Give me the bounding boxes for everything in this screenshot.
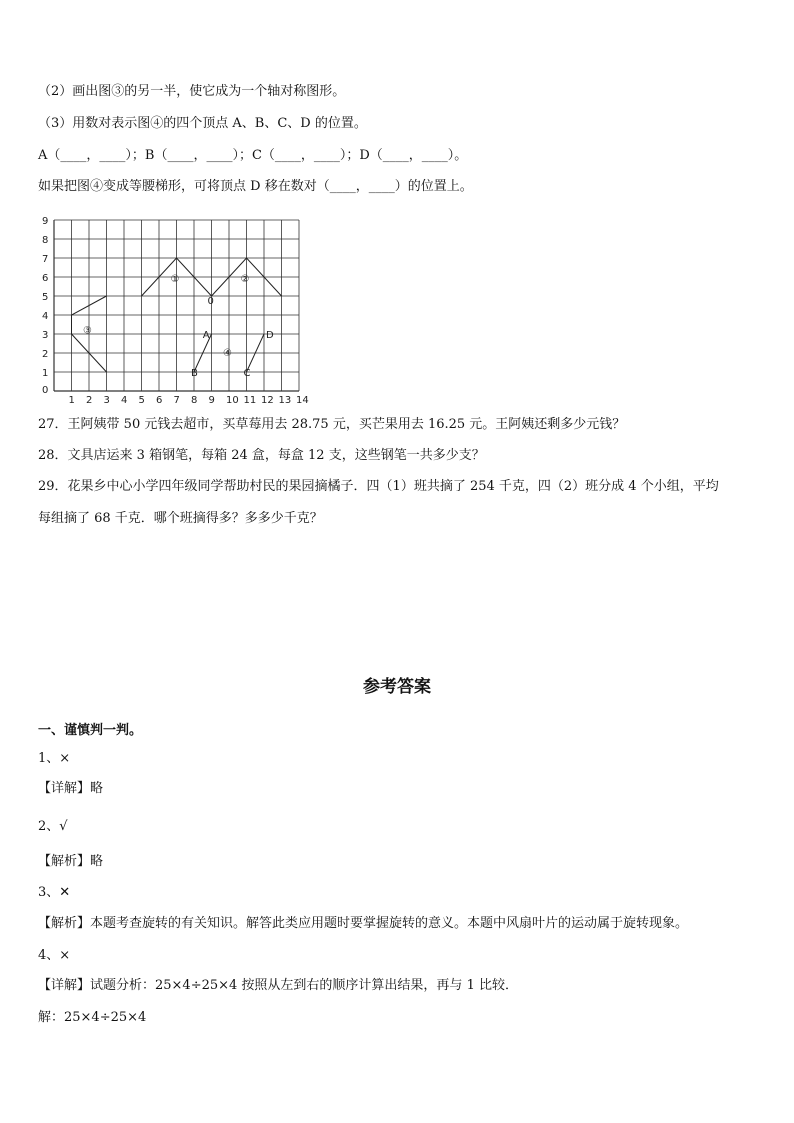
figure-2-label: ② [240, 274, 250, 285]
y-tick-label: 2 [42, 349, 49, 360]
question-3-part: （3）用数对表示图④的四个顶点 A、B、C、D 的位置。 [38, 116, 367, 131]
answer-1-detail: 【详解】略 [38, 781, 104, 796]
answer-4-detail: 【详解】试题分析：25×4÷25×4 按照从左到右的顺序计算出结果，再与 1 比较． [38, 978, 518, 993]
answer-2-detail: 【解析】略 [38, 854, 104, 869]
x-tick-label: 1 [68, 395, 75, 406]
vertex-d-label: D [266, 330, 274, 341]
x-tick-label: 3 [103, 395, 110, 406]
grid-ticks [42, 216, 309, 406]
figure-3-label: ③ [83, 325, 92, 337]
x-tick-label: 4 [121, 395, 128, 406]
grid-labels [83, 274, 274, 379]
x-tick-label: 6 [156, 395, 163, 406]
vertex-b-label: B [191, 368, 198, 379]
x-tick-label: 0 [42, 385, 49, 396]
y-tick-label: 9 [42, 216, 49, 227]
x-tick-label: 8 [191, 395, 198, 406]
grid-lines [54, 220, 299, 391]
rotation-center-label: 0 [207, 296, 214, 307]
x-tick-label: 10 [226, 395, 239, 406]
y-tick-label: 5 [42, 292, 49, 303]
x-tick-label: 5 [138, 395, 145, 406]
answers-section: 一、谨慎判一判。 [38, 723, 143, 738]
y-tick-label: 7 [42, 254, 49, 265]
answers-title: 参考答案 [363, 677, 431, 697]
question-2-part: （2）画出图③的另一半，使它成为一个轴对称图形。 [38, 84, 346, 99]
x-tick-label: 12 [261, 395, 274, 406]
figure-4-label: ④ [223, 348, 232, 360]
x-tick-label: 7 [173, 395, 180, 406]
answer-2: 2、√ [38, 819, 68, 834]
y-tick-label: 3 [42, 330, 49, 341]
coordinate-grid [36, 204, 309, 406]
x-tick-label: 14 [296, 395, 309, 406]
y-tick-label: 1 [42, 368, 49, 379]
question-29-cont: 每组摘了 68 千克．哪个班摘得多？多多少千克？ [38, 511, 323, 526]
answer-4-solution: 解：25×4÷25×4 [38, 1010, 147, 1025]
x-tick-label: 11 [243, 395, 257, 406]
answer-1: 1、× [38, 751, 71, 766]
answer-3-detail: 【解析】本题考查旋转的有关知识。解答此类应用题时要掌握旋转的意义。本题中风扇叶片的运动属于旋转现象。 [38, 916, 689, 931]
x-tick-label: 9 [208, 395, 215, 406]
y-tick-label: 8 [42, 235, 49, 246]
answer-3: 3、✕ [38, 885, 71, 900]
y-tick-label: 6 [42, 273, 49, 284]
question-4-part: 如果把图④变成等腰梯形，可将顶点 D 移在数对（____，____）的位置上。 [38, 179, 473, 194]
vertex-a-label: A [202, 330, 210, 341]
y-tick-label: 4 [42, 311, 49, 322]
vertex-c-label: C [243, 368, 251, 379]
x-tick-label: 13 [278, 395, 292, 406]
question-28: 28．文具店运来 3 箱钢笔，每箱 24 盒，每盒 12 支，这些钢笔一共多少支？ [38, 448, 485, 463]
x-tick-label: 2 [86, 395, 93, 406]
question-29: 29．花果乡中心小学四年级同学帮助村民的果园摘橘子．四（1）班共摘了 254 千克，四（2）班分成 4 个小组，平均 [38, 479, 719, 494]
question-3-blanks: A（____，____）；B（____，____）；C（____，____）；D（____，____）。 [38, 148, 468, 163]
answer-4: 4、× [38, 948, 71, 963]
question-27: 27．王阿姨带 50 元钱去超市，买草莓用去 28.75 元，买芒果用去 16.25 元。王阿姨还剩多少元钱？ [38, 417, 626, 432]
figure-1-label: ① [170, 274, 180, 285]
